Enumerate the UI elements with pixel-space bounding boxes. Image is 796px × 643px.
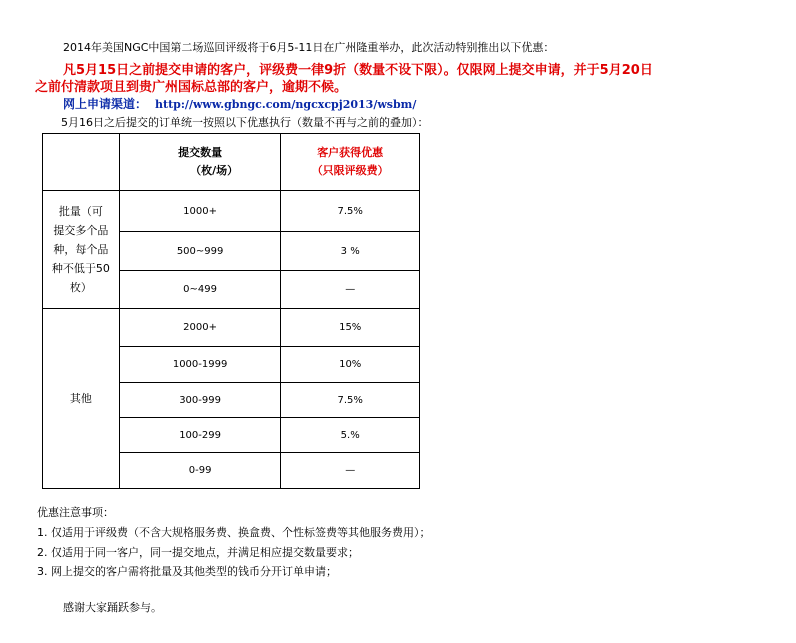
discount-cell: — xyxy=(281,453,420,489)
header-quantity-line1: 提交数量 xyxy=(178,146,223,159)
header-category-cell xyxy=(43,134,120,191)
qty-cell: 0~499 xyxy=(119,271,281,309)
online-label: 网上申请渠道： xyxy=(63,97,148,111)
category-bulk-line: 提交多个品 xyxy=(53,224,109,237)
qty-cell: 100-299 xyxy=(119,418,281,453)
header-discount-line2: （只限评级费） xyxy=(311,164,389,177)
intro-text: 2014年美国NGC中国第二场巡回评级将于6月5-11日在广州隆重举办，此次活动特别推出以下优惠： xyxy=(63,41,555,54)
header-discount-line1: 客户获得优惠 xyxy=(317,146,384,159)
discount-cell: 7.5% xyxy=(281,383,420,418)
category-other-line: 其他 xyxy=(69,392,92,405)
table-row xyxy=(43,191,420,232)
after-516-note: 5月16日之后提交的订单统一按照以下优惠执行（数量不再与之前的叠加）： xyxy=(61,116,429,129)
note-item: 3. 网上提交的客户需将批量及其他类型的钱币分开订单申请； xyxy=(37,565,337,578)
thanks-text: 感谢大家踊跃参与。 xyxy=(63,601,162,614)
discount-cell: — xyxy=(281,271,420,309)
category-bulk-line: 批量（可 xyxy=(58,205,103,218)
qty-cell: 1000+ xyxy=(119,191,281,232)
qty-cell: 0-99 xyxy=(119,453,281,489)
note-item: 2. 仅适用于同一客户，同一提交地点，并满足相应提交数量要求； xyxy=(37,546,359,559)
qty-cell: 2000+ xyxy=(119,309,281,347)
header-discount xyxy=(281,134,420,191)
category-bulk-line: 种，每个品 xyxy=(53,243,109,256)
category-bulk-line: 枚） xyxy=(69,281,92,294)
table-header-row xyxy=(43,134,420,191)
discount-cell: 15% xyxy=(281,309,420,347)
category-other xyxy=(43,309,120,489)
qty-cell: 500~999 xyxy=(119,232,281,271)
online-application xyxy=(63,95,416,112)
note-item: 1. 仅适用于评级费（不含大规格服务费、换盒费、个性标签费等其他服务费用）； xyxy=(37,526,431,539)
discount-cell: 3 % xyxy=(281,232,420,271)
discount-cell: 5.% xyxy=(281,418,420,453)
discount-cell: 10% xyxy=(281,347,420,383)
discount-table xyxy=(42,133,420,489)
category-bulk-line: 种不低于50 xyxy=(51,262,110,275)
header-quantity xyxy=(119,134,281,191)
qty-cell: 300-999 xyxy=(119,383,281,418)
qty-cell: 1000-1999 xyxy=(119,347,281,383)
offer-line-1: 凡5月15日之前提交申请的客户，评级费一律9折（数量不设下限）。仅限网上提交申请，并于5月20日 xyxy=(63,63,653,78)
online-url-link[interactable]: http://www.gbngc.com/ngcxcpj2013/wsbm/ xyxy=(155,98,417,111)
notes-title: 优惠注意事项： xyxy=(37,506,114,519)
offer-line-2: 之前付清款项且到贵广州国标总部的客户，逾期不候。 xyxy=(35,80,348,95)
discount-cell: 7.5% xyxy=(281,191,420,232)
category-bulk xyxy=(43,191,120,309)
table-row xyxy=(43,309,420,347)
header-quantity-line2: （枚/场） xyxy=(190,164,239,177)
